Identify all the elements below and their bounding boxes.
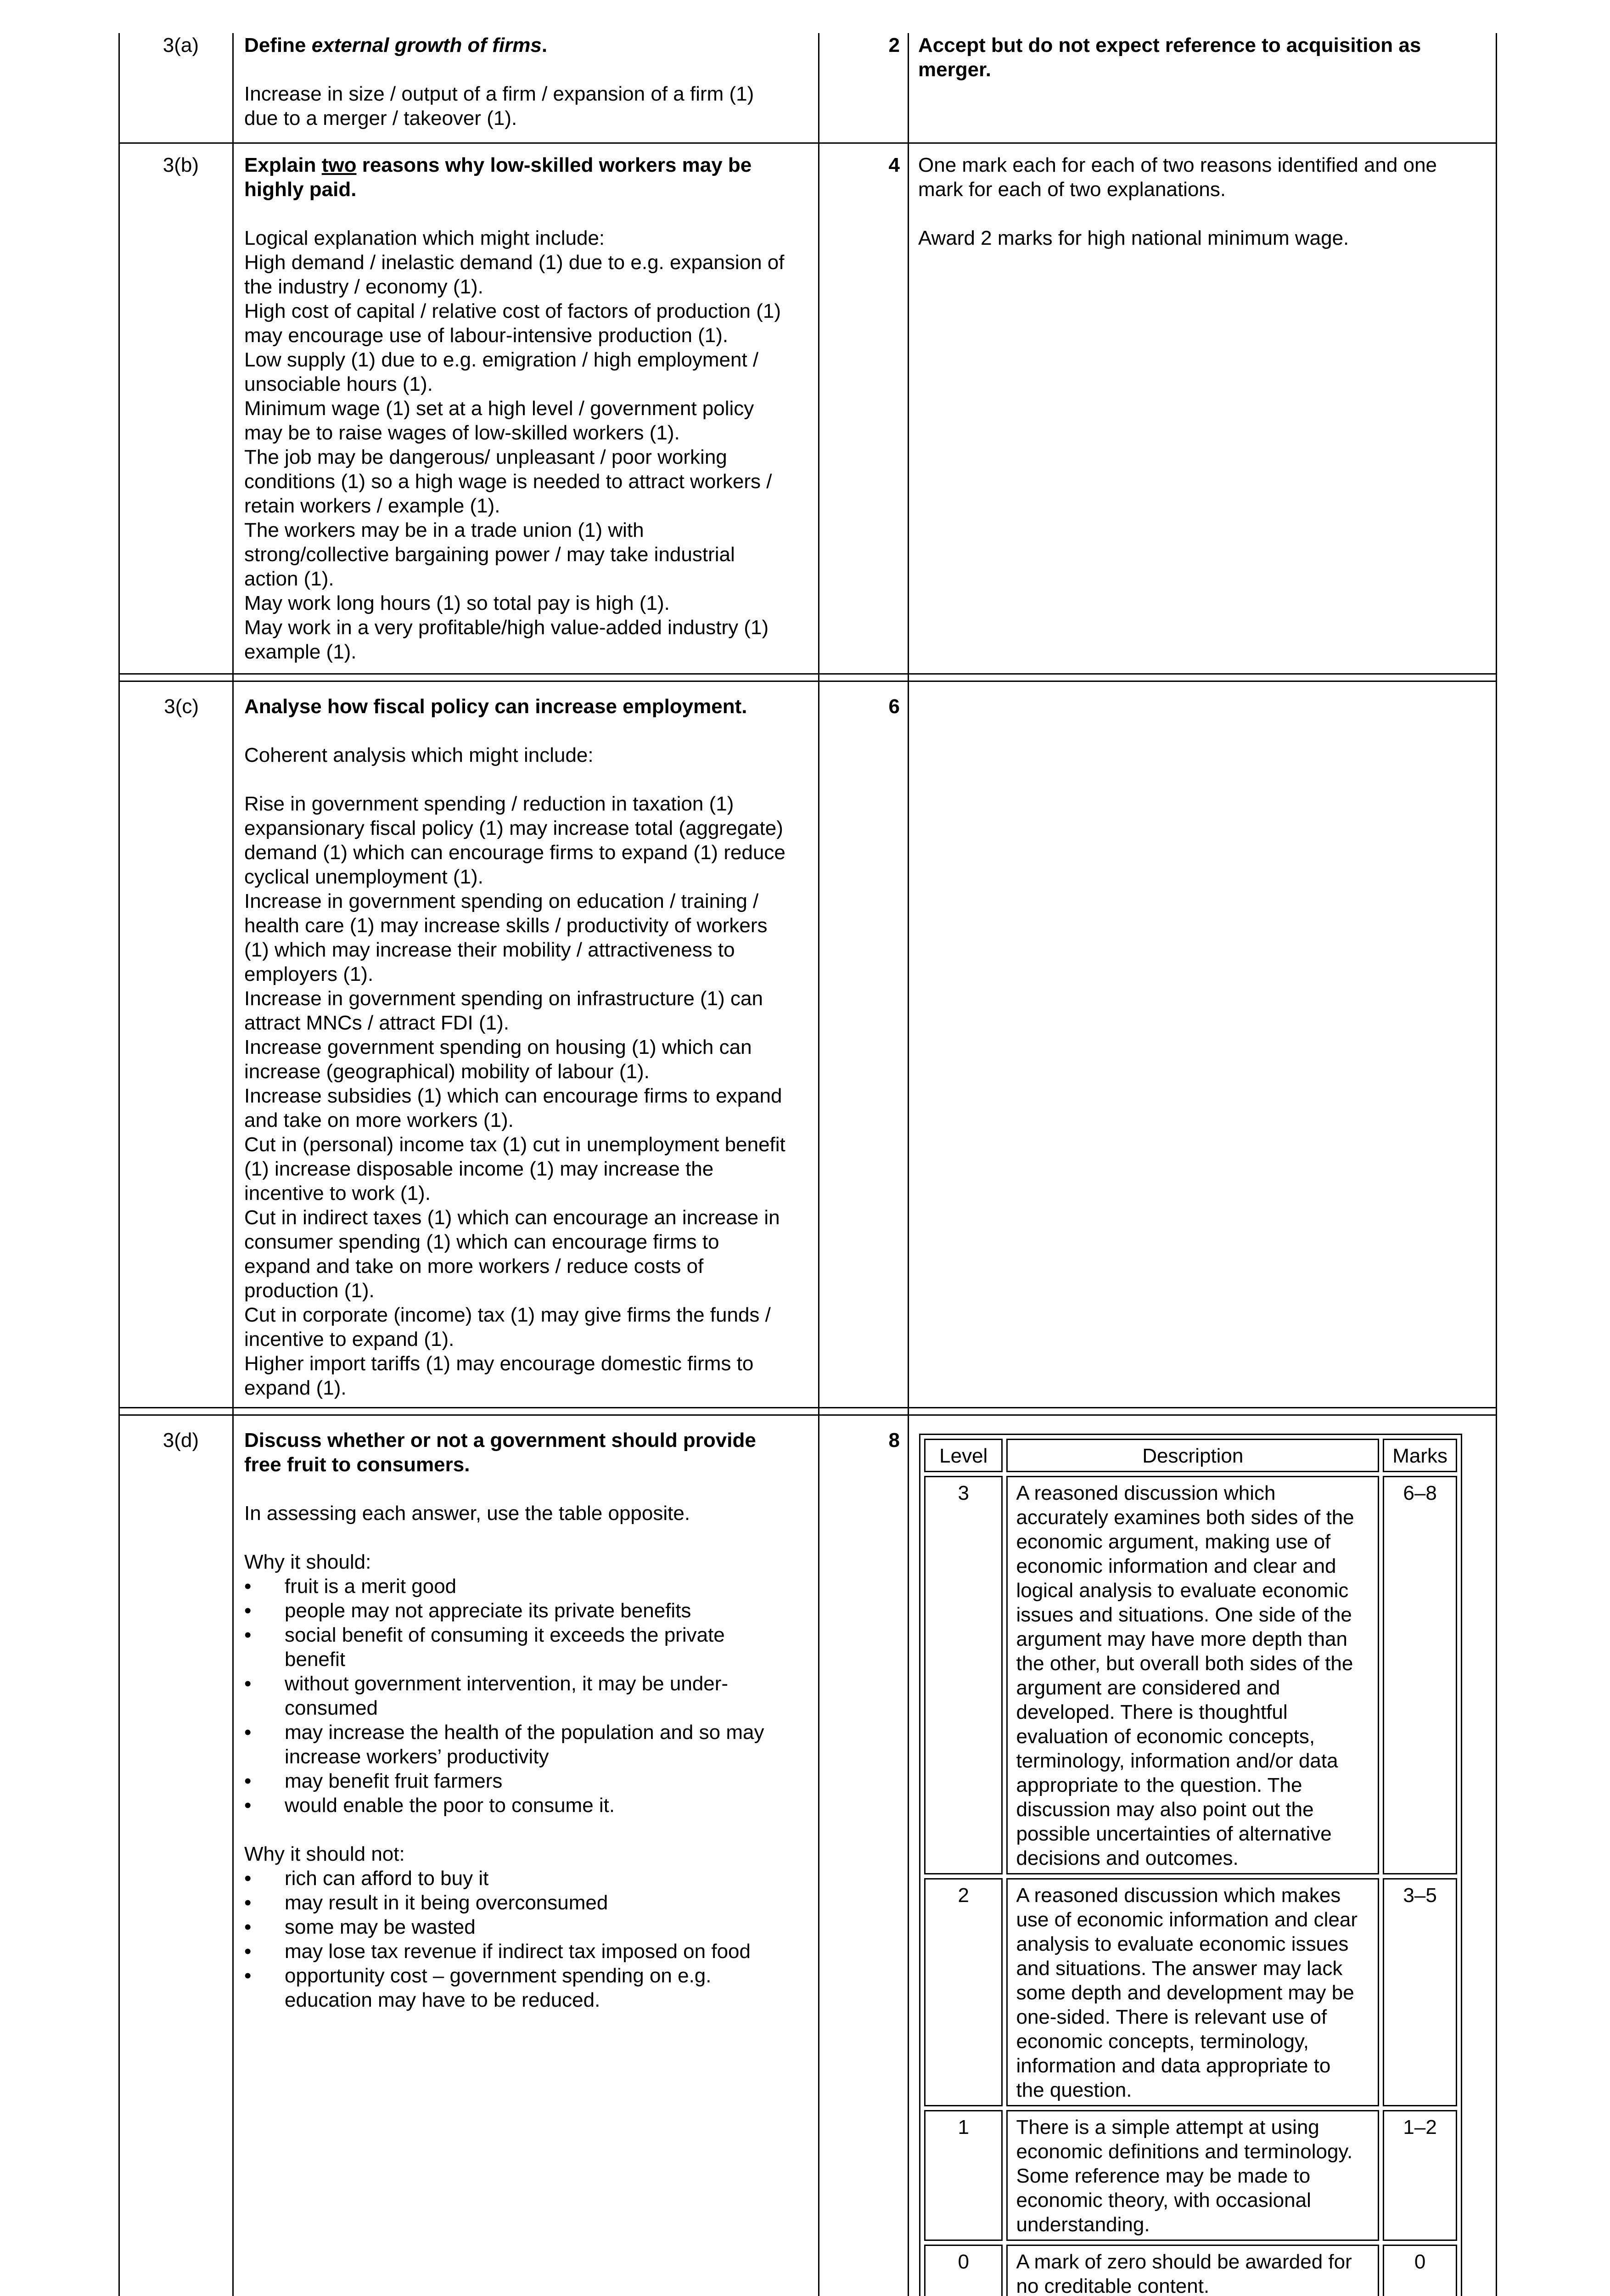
question-marks: 6 bbox=[888, 695, 900, 718]
answer-line: Higher import tariffs (1) may encourage domestic firms to bbox=[244, 1352, 754, 1375]
answer-line: Increase subsidies (1) which can encourage firms to expand bbox=[244, 1085, 782, 1107]
answer-line: consumer spending (1) which can encourage firms to bbox=[244, 1231, 719, 1253]
marks-cell: 1–2 bbox=[1383, 2110, 1457, 2241]
description-cell: A mark of zero should be awarded for no creditable content. bbox=[1006, 2245, 1379, 2296]
answer-line: Increase in government spending on education / training / bbox=[244, 890, 759, 912]
question-3b-content bbox=[244, 153, 816, 664]
answer-line: Cut in (personal) income tax (1) cut in unemployment benefit bbox=[244, 1133, 785, 1156]
answer-line: Low supply (1) due to e.g. emigration / high employment / bbox=[244, 349, 759, 371]
list-item: • fruit is a merit good bbox=[244, 1574, 816, 1598]
table-row bbox=[924, 1476, 1457, 1874]
question-number: 3(c) bbox=[164, 695, 199, 718]
guidance-line: Award 2 marks for high national minimum wage. bbox=[918, 227, 1349, 249]
answer-line: increase (geographical) mobility of labour (1). bbox=[244, 1060, 650, 1083]
level-descriptor-table bbox=[919, 1434, 1462, 2296]
guidance-text bbox=[918, 153, 1492, 250]
question-marks: 4 bbox=[888, 154, 900, 176]
answer-intro: Coherent analysis which might include: bbox=[244, 744, 594, 766]
list-item: • rich can afford to buy it bbox=[244, 1866, 816, 1891]
answer-intro: In assessing each answer, use the table opposite. bbox=[244, 1502, 690, 1525]
answer-line: and take on more workers (1). bbox=[244, 1109, 514, 1131]
for-heading: Why it should: bbox=[244, 1551, 371, 1573]
question-number: 3(b) bbox=[163, 154, 199, 176]
answer-line: Increase government spending on housing (1) which can bbox=[244, 1036, 752, 1058]
column-divider-marks bbox=[818, 33, 819, 2296]
list-item: • would enable the poor to consume it. bbox=[244, 1793, 816, 1818]
answer-line: conditions (1) so a high wage is needed to attract workers / bbox=[244, 470, 772, 493]
answer-line: May work long hours (1) so total pay is high (1). bbox=[244, 592, 670, 614]
answer-line: production (1). bbox=[244, 1279, 375, 1302]
description-cell: A reasoned discussion which accurately examines both sides of the economic argument, making use of economic information and clear and logical analysis to evaluate economic issues and situations. One side of the argument may have more depth than the other, but overall both sides of the argument are considered and developed. There is thoughtful evaluation of economic concepts, terminology, information and/or data appropriate to the question. The discussion may also point out the possible uncertainties of alternative decisions and outcomes. bbox=[1006, 1476, 1379, 1874]
answer-line: action (1). bbox=[244, 568, 334, 590]
answer-line: health care (1) may increase skills / productivity of workers bbox=[244, 914, 768, 937]
question-marks: 8 bbox=[888, 1429, 900, 1452]
column-header-level: Level bbox=[924, 1439, 1003, 1472]
answer-line: Minimum wage (1) set at a high level / government policy bbox=[244, 397, 754, 420]
level-cell: 2 bbox=[924, 1878, 1003, 2106]
question-text: Discuss whether or not a government should provide free fruit to consumers. bbox=[244, 1429, 756, 1476]
answer-line: expand (1). bbox=[244, 1377, 347, 1399]
answer-line: cyclical unemployment (1). bbox=[244, 866, 483, 888]
row-separator bbox=[118, 681, 1497, 682]
answer-line: The workers may be in a trade union (1) with bbox=[244, 519, 644, 541]
level-cell: 1 bbox=[924, 2110, 1003, 2241]
marks-cell: 3–5 bbox=[1383, 1878, 1457, 2106]
answer-line: may encourage use of labour-intensive production (1). bbox=[244, 324, 729, 347]
answer-line: Increase in government spending on infrastructure (1) can bbox=[244, 987, 763, 1010]
answer-line: High demand / inelastic demand (1) due to e.g. expansion of bbox=[244, 251, 785, 274]
answer-line: Increase in size / output of a firm / expansion of a firm (1) bbox=[244, 83, 754, 105]
table-row bbox=[924, 2110, 1457, 2241]
question-text: Define external growth of firms. bbox=[244, 34, 548, 56]
answer-line: Rise in government spending / reduction in taxation (1) bbox=[244, 793, 734, 815]
against-heading: Why it should not: bbox=[244, 1843, 405, 1865]
column-header-marks: Marks bbox=[1383, 1439, 1457, 1472]
column-divider-question bbox=[232, 33, 234, 2296]
answer-line: May work in a very profitable/high value-added industry (1) bbox=[244, 616, 769, 639]
column-header-description: Description bbox=[1006, 1439, 1379, 1472]
column-divider-guidance bbox=[908, 33, 909, 2296]
row-separator bbox=[118, 142, 1497, 144]
answer-intro: Logical explanation which might include: bbox=[244, 227, 605, 249]
answer-line: due to a merger / takeover (1). bbox=[244, 107, 517, 129]
answer-line: (1) increase disposable income (1) may increase the bbox=[244, 1158, 714, 1180]
answer-line: The job may be dangerous/ unpleasant / poor working bbox=[244, 446, 727, 468]
list-item: • some may be wasted bbox=[244, 1915, 816, 1939]
marks-cell: 0 bbox=[1383, 2245, 1457, 2296]
list-item: • may benefit fruit farmers bbox=[244, 1769, 816, 1793]
guidance-line: One mark each for each of two reasons identified and one bbox=[918, 154, 1437, 176]
answer-line: incentive to expand (1). bbox=[244, 1328, 454, 1351]
answer-line: attract MNCs / attract FDI (1). bbox=[244, 1012, 509, 1034]
table-border-left bbox=[118, 33, 120, 2296]
table-row bbox=[924, 1878, 1457, 2106]
guidance-text: Accept but do not expect reference to acquisition as merger. bbox=[918, 34, 1421, 81]
answer-line: expansionary fiscal policy (1) may increase total (aggregate) bbox=[244, 817, 783, 839]
row-separator bbox=[118, 673, 1497, 675]
question-text: Analyse how fiscal policy can increase employment. bbox=[244, 695, 747, 718]
table-header-row bbox=[924, 1439, 1457, 1472]
description-cell: There is a simple attempt at using economic definitions and terminology. Some reference may be made to economic theory, with occasional understanding. bbox=[1006, 2110, 1379, 2241]
for-points-list bbox=[244, 1574, 816, 1818]
question-number: 3(d) bbox=[163, 1429, 199, 1452]
question-3a-content bbox=[244, 33, 816, 130]
answer-line: example (1). bbox=[244, 641, 357, 663]
answer-line: Cut in indirect taxes (1) which can encourage an increase in bbox=[244, 1206, 780, 1229]
answer-line: retain workers / example (1). bbox=[244, 495, 500, 517]
against-points-list bbox=[244, 1866, 816, 2012]
guidance-line: mark for each of two explanations. bbox=[918, 178, 1226, 201]
list-item: • may result in it being overconsumed bbox=[244, 1891, 816, 1915]
list-item: • without government intervention, it may be under- consumed bbox=[244, 1671, 816, 1720]
answer-line: (1) which may increase their mobility / attractiveness to bbox=[244, 939, 735, 961]
list-item: • may lose tax revenue if indirect tax imposed on food bbox=[244, 1939, 816, 1964]
answer-line: the industry / economy (1). bbox=[244, 276, 483, 298]
level-cell: 3 bbox=[924, 1476, 1003, 1874]
question-marks: 2 bbox=[888, 34, 900, 56]
marks-cell: 6–8 bbox=[1383, 1476, 1457, 1874]
description-cell: A reasoned discussion which makes use of economic information and clear analysis to evaluate economic issues and situations. The answer may lack some depth and development may be one-sided. There is relevant use of economic concepts, terminology, information and data appropriate to the question. bbox=[1006, 1878, 1379, 2106]
level-cell: 0 bbox=[924, 2245, 1003, 2296]
list-item: • may increase the health of the population and so may increase workers’ productivity bbox=[244, 1720, 816, 1769]
row-separator bbox=[118, 1407, 1497, 1408]
list-item: • opportunity cost – government spending on e.g. education may have to be reduced. bbox=[244, 1964, 816, 2012]
question-3c-content bbox=[244, 694, 816, 1400]
answer-line: demand (1) which can encourage firms to expand (1) reduce bbox=[244, 841, 785, 864]
table-row bbox=[924, 2245, 1457, 2296]
question-text: Explain two reasons why low-skilled workers may be highly paid. bbox=[244, 154, 752, 201]
answer-line: incentive to work (1). bbox=[244, 1182, 431, 1204]
answer-line: High cost of capital / relative cost of factors of production (1) bbox=[244, 300, 781, 322]
answer-line: Cut in corporate (income) tax (1) may give firms the funds / bbox=[244, 1304, 771, 1326]
answer-line: expand and take on more workers / reduce costs of bbox=[244, 1255, 704, 1277]
list-item: • people may not appreciate its private benefits bbox=[244, 1598, 816, 1623]
answer-line: unsociable hours (1). bbox=[244, 373, 433, 395]
question-number: 3(a) bbox=[163, 34, 199, 56]
answer-line: employers (1). bbox=[244, 963, 374, 985]
list-item: • social benefit of consuming it exceeds the private benefit bbox=[244, 1623, 816, 1671]
question-3d-content bbox=[244, 1428, 816, 2012]
row-separator bbox=[118, 1414, 1497, 1416]
answer-line: may be to raise wages of low-skilled workers (1). bbox=[244, 422, 680, 444]
table-border-right bbox=[1496, 33, 1497, 2296]
answer-line: strong/collective bargaining power / may take industrial bbox=[244, 543, 735, 566]
